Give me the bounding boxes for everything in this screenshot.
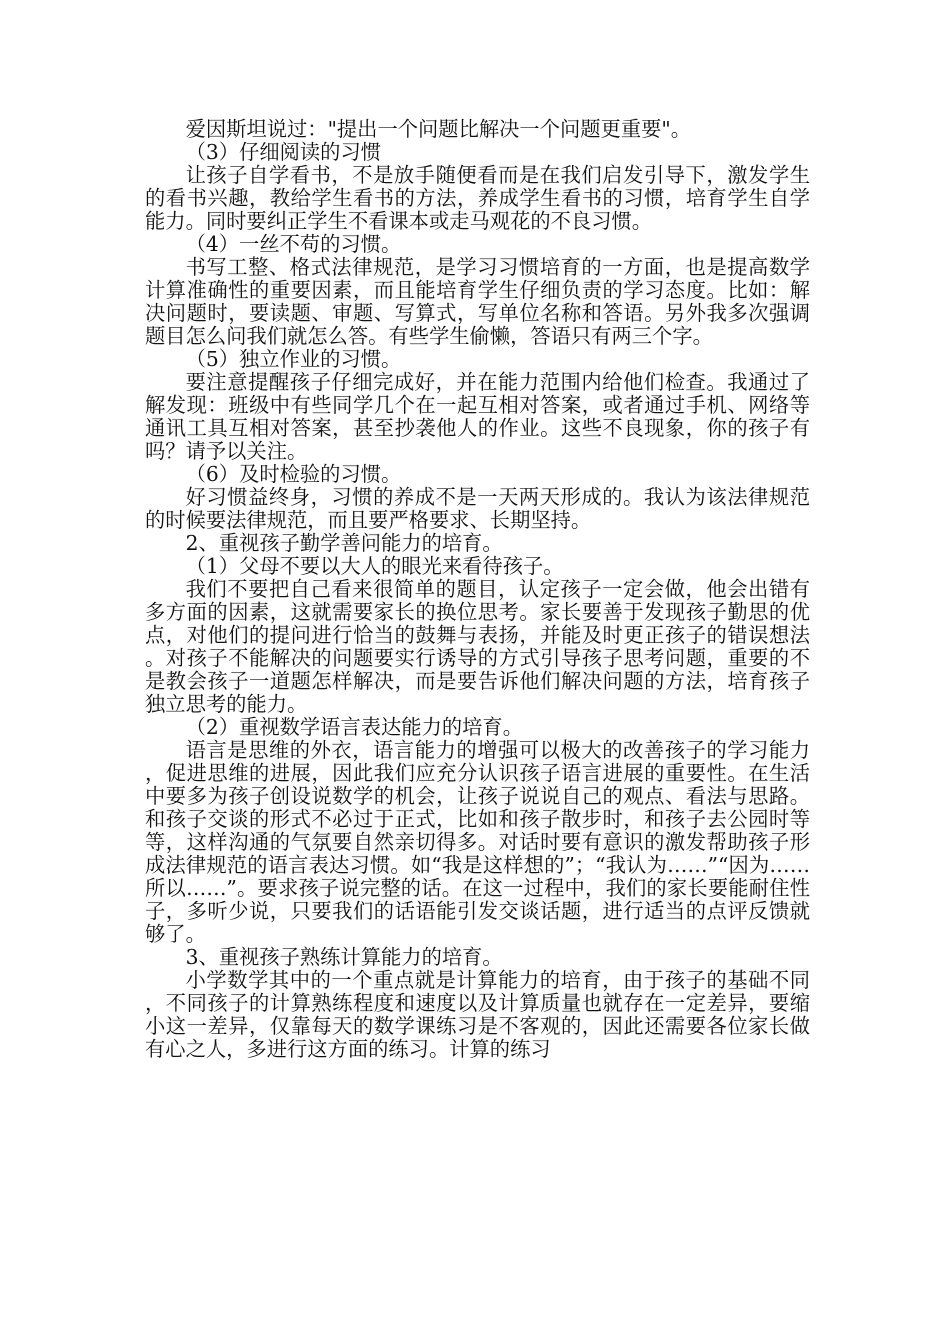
heading-careful-reading-habit: （3）仔细阅读的习惯 (185, 140, 382, 164)
heading-independent-homework-habit: （5）独立作业的习惯。 (185, 347, 402, 371)
section-heading-diligent-questioning: 2、重视孩子勤学善问能力的培育。 (185, 531, 503, 555)
paragraph-parent-perspective: 我们不要把自己看来很简单的题目，认定孩子一定会做，他会出错有多方面的因素，这就需要家长的换位思考。家长要善于发现孩子勤思的优点，对他们的提问进行恰当的鼓舞与表扬，并能及时更正孩子的错误想法。对孩子不能解决的问题要实行诱导的方式引导孩子思考问题，重要的不是教会孩子一道题怎样解决，而是要告诉他们解决问题的方法，培育孩子独立思考的能力。 (145, 577, 810, 716)
heading-meticulous-habit: （4）一丝不苟的习惯。 (185, 232, 402, 256)
paragraph-good-habits: 好习惯益终身，习惯的养成不是一天两天形成的。我认为该法律规范的时候要法律规范，而且要严格要求、长期坚持。 (145, 485, 810, 532)
heading-math-language-expression: （2）重视数学语言表达能力的培育。 (185, 715, 523, 739)
document-body (145, 118, 810, 1061)
heading-parent-perspective: （1）父母不要以大人的眼光来看待孩子。 (185, 554, 564, 578)
paragraph-self-study-reading: 让孩子自学看书，不是放手随便看而是在我们启发引导下，激发学生的看书兴趣，教给学生看书的方法，养成学生看书的习惯，培育学生自学能力。同时要纠正学生不看课本或走马观花的不良习惯。 (145, 163, 810, 233)
paragraph-calculation-skill: 小学数学其中的一个重点就是计算能力的培育，由于孩子的基础不同，不同孩子的计算熟练程度和速度以及计算质量也就存在一定差异，要缩小这一差异，仅靠每天的数学课练习是不客观的，因此还需要各位家长做有心之人，多进行这方面的练习。计算的练习 (145, 968, 810, 1061)
paragraph-einstein-quote: 爱因斯坦说过："提出一个问题比解决一个问题更重要"。 (185, 117, 692, 141)
paragraph-math-language-expression: 语言是思维的外衣，语言能力的增强可以极大的改善孩子的学习能力，促进思维的进展，因此我们应充分认识孩子语言进展的重要性。在生活中要多为孩子创设说数学的机会，让孩子说说自己的观点、看法与思路。和孩子交谈的形式不必过于正式，比如和孩子散步时，和孩子去公园时等等，这样沟通的气氛要自然亲切得多。对话时要有意识的激发帮助孩子形成法律规范的语言表达习惯。如“我是这样想的”；“我认为……”“因为……所以……”。要求孩子说完整的话。在这一过程中，我们的家长要能耐住性子，多听少说，只要我们的话语能引发交谈话题，进行适当的点评反馈就够了。 (145, 738, 810, 946)
paragraph-independent-homework: 要注意提醒孩子仔细完成好，并在能力范围内给他们检查。我通过了解发现：班级中有些同学几个在一起互相对答案，或者通过手机、网络等通讯工具互相对答案，甚至抄袭他人的作业。这些不良现象，你的孩子有吗？请予以关注。 (145, 370, 810, 463)
heading-timely-checking-habit: （6）及时检验的习惯。 (185, 462, 402, 486)
section-heading-calculation-skill: 3、重视孩子熟练计算能力的培育。 (185, 945, 503, 969)
paragraph-neat-writing: 书写工整、格式法律规范，是学习习惯培育的一方面，也是提高数学计算准确性的重要因素，而且能培育学生仔细负责的学习态度。比如：解决问题时，要读题、审题、写算式，写单位名称和答语。另外我多次强调题目怎么问我们就怎么答。有些学生偷懒，答语只有两三个字。 (145, 255, 810, 348)
